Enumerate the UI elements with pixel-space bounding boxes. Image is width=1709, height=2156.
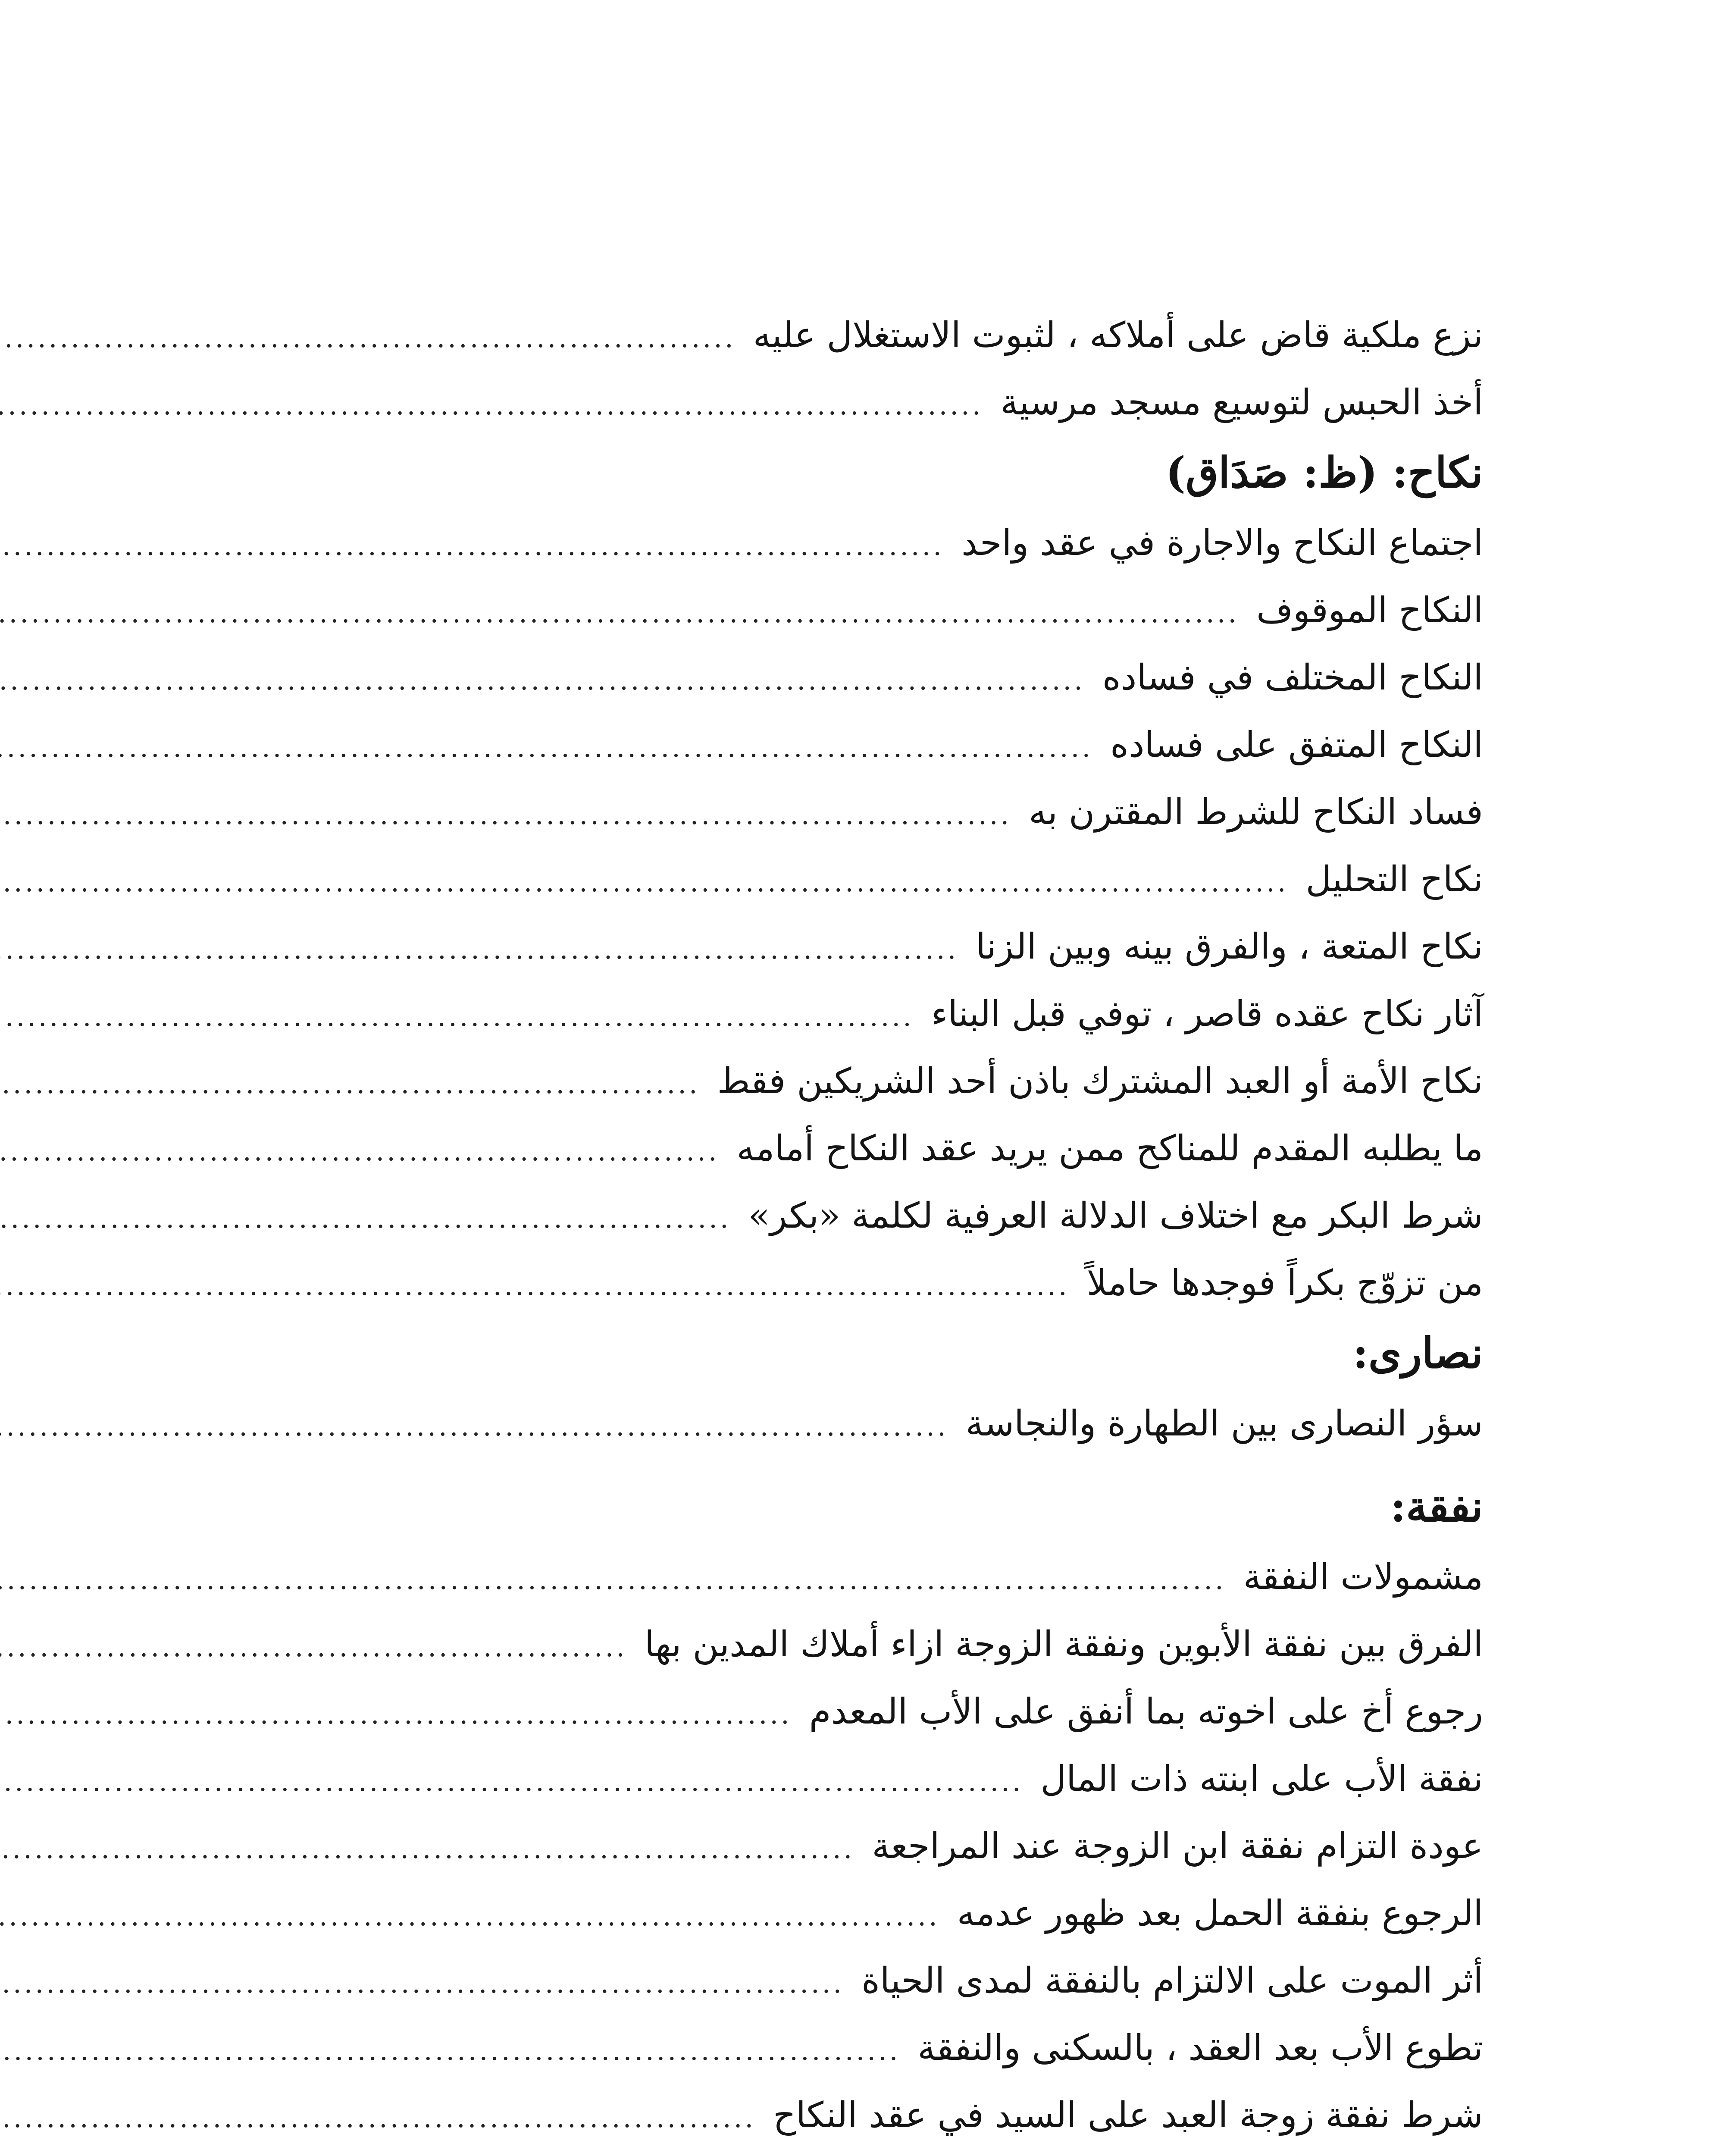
entry-title: نكاح المتعة ، والفرق بينه وبين الزنا: [976, 926, 1483, 967]
dot-leader: [0, 1118, 720, 1185]
entry-title: أخذ الحبس لتوسيع مسجد مرسية: [1000, 382, 1483, 423]
index-section: [285, 302, 1483, 436]
entry-title: تطوع الأب بعد العقد ، بالسكنى والنفقة: [917, 2028, 1483, 2068]
dot-leader: [0, 304, 736, 372]
entry-title: الرجوع بنفقة الحمل بعد ظهور عدمه: [957, 1893, 1483, 1934]
dot-leader: [0, 1950, 844, 2017]
entry-title: نكاح الأمة أو العبد المشترك باذن أحد الشريكين فقط: [717, 1061, 1483, 1102]
dot-leader: [0, 647, 1085, 714]
section-heading: نفقة:: [1390, 1482, 1483, 1532]
index-entry: [285, 1390, 1483, 1457]
entry-title: النكاح الموقوف: [1256, 590, 1483, 631]
dot-leader: [0, 1748, 1023, 1815]
index-entry: [285, 302, 1483, 369]
dot-leader: [0, 2017, 900, 2084]
index-entry: [285, 1250, 1483, 1317]
index-entry: [285, 510, 1483, 577]
dot-leader: [0, 849, 1288, 916]
entry-title: أثر الموت على الالتزام بالنفقة لمدى الحياة: [861, 1960, 1483, 2001]
entry-title: الفرق بين نفقة الأبوين ونفقة الزوجة ازاء أملاك المدين بها: [644, 1624, 1483, 1665]
index-entry: [285, 1544, 1483, 1611]
entry-title: ما يطلبه المقدم للمناكح ممن يريد عقد النكاح أمامه: [736, 1128, 1483, 1169]
index-entry: [285, 779, 1483, 846]
index-entry: [285, 913, 1483, 981]
dot-leader: [0, 916, 958, 983]
index-entry: [285, 2082, 1483, 2149]
entry-title: اجتماع النكاح والاجارة في عقد واحد: [961, 523, 1483, 564]
index-section: [285, 1470, 1483, 2149]
index-entry: [285, 577, 1483, 644]
index-entry: [285, 1048, 1483, 1115]
entry-title: النكاح المتفق على فساده: [1110, 724, 1483, 765]
dot-leader: [0, 1252, 1070, 1319]
dot-leader: [0, 1883, 940, 1950]
index-entry: [285, 981, 1483, 1048]
dot-leader: [0, 1050, 700, 1118]
entry-title: نفقة الأب على ابنته ذات المال: [1040, 1758, 1483, 1799]
entry-title: شرط البكر مع اختلاف الدلالة العرفية لكلمة «بكر»: [748, 1195, 1483, 1236]
entry-title: شرط نفقة زوجة العبد على السيد في عقد النكاح: [773, 2095, 1483, 2136]
entry-title: عودة التزام نفقة ابن الزوجة عند المراجعة: [872, 1826, 1483, 1867]
index-entry: [285, 1611, 1483, 1678]
index-entry: [285, 369, 1483, 436]
dot-leader: [0, 2084, 756, 2152]
index-entry: [285, 1115, 1483, 1182]
dot-leader: [0, 983, 914, 1050]
dot-leader: [0, 1815, 854, 1883]
index-entry: [285, 2015, 1483, 2082]
entry-title: النكاح المختلف في فساده: [1102, 657, 1483, 698]
index-entry: [285, 1813, 1483, 1880]
dot-leader: [0, 781, 1011, 849]
index-entry: [285, 1745, 1483, 1813]
dot-leader: [0, 714, 1093, 781]
dot-leader: [0, 1185, 731, 1252]
index-entry: [285, 1880, 1483, 1947]
entry-title: نزع ملكية قاض على أملاكه ، لثبوت الاستغلال عليه: [753, 315, 1483, 356]
dot-leader: [0, 580, 1239, 647]
dot-leader: [0, 1546, 1226, 1614]
index-section: [285, 1317, 1483, 1457]
entry-title: نكاح التحليل: [1305, 859, 1483, 900]
dot-leader: [0, 1681, 792, 1748]
dot-leader: [0, 372, 983, 439]
index-entry: [285, 1678, 1483, 1745]
entry-title: من تزوّج بكراً فوجدها حاملاً: [1086, 1263, 1483, 1304]
section-heading: نكاح: (ظ: صَدَاق): [1165, 448, 1483, 498]
index-entry: [285, 846, 1483, 913]
index-entry: [285, 1182, 1483, 1250]
index-entry: [285, 1947, 1483, 2015]
entry-title: سؤر النصارى بين الطهارة والنجاسة: [965, 1403, 1483, 1444]
section-heading: نصارى:: [1352, 1329, 1483, 1378]
entry-title: فساد النكاح للشرط المقترن به: [1029, 792, 1483, 833]
dot-leader: [0, 1614, 627, 1681]
entry-title: مشمولات النفقة: [1243, 1557, 1483, 1598]
entry-title: رجوع أخ على اخوته بما أنفق على الأب المعدم: [809, 1691, 1483, 1732]
dot-leader: [0, 1393, 948, 1460]
index-section: [285, 436, 1483, 1317]
index-entry: [285, 711, 1483, 779]
index-page: [285, 302, 1483, 2149]
index-entry: [285, 644, 1483, 711]
entry-title: آثار نكاح عقده قاصر ، توفي قبل البناء: [931, 993, 1483, 1034]
dot-leader: [0, 512, 944, 580]
